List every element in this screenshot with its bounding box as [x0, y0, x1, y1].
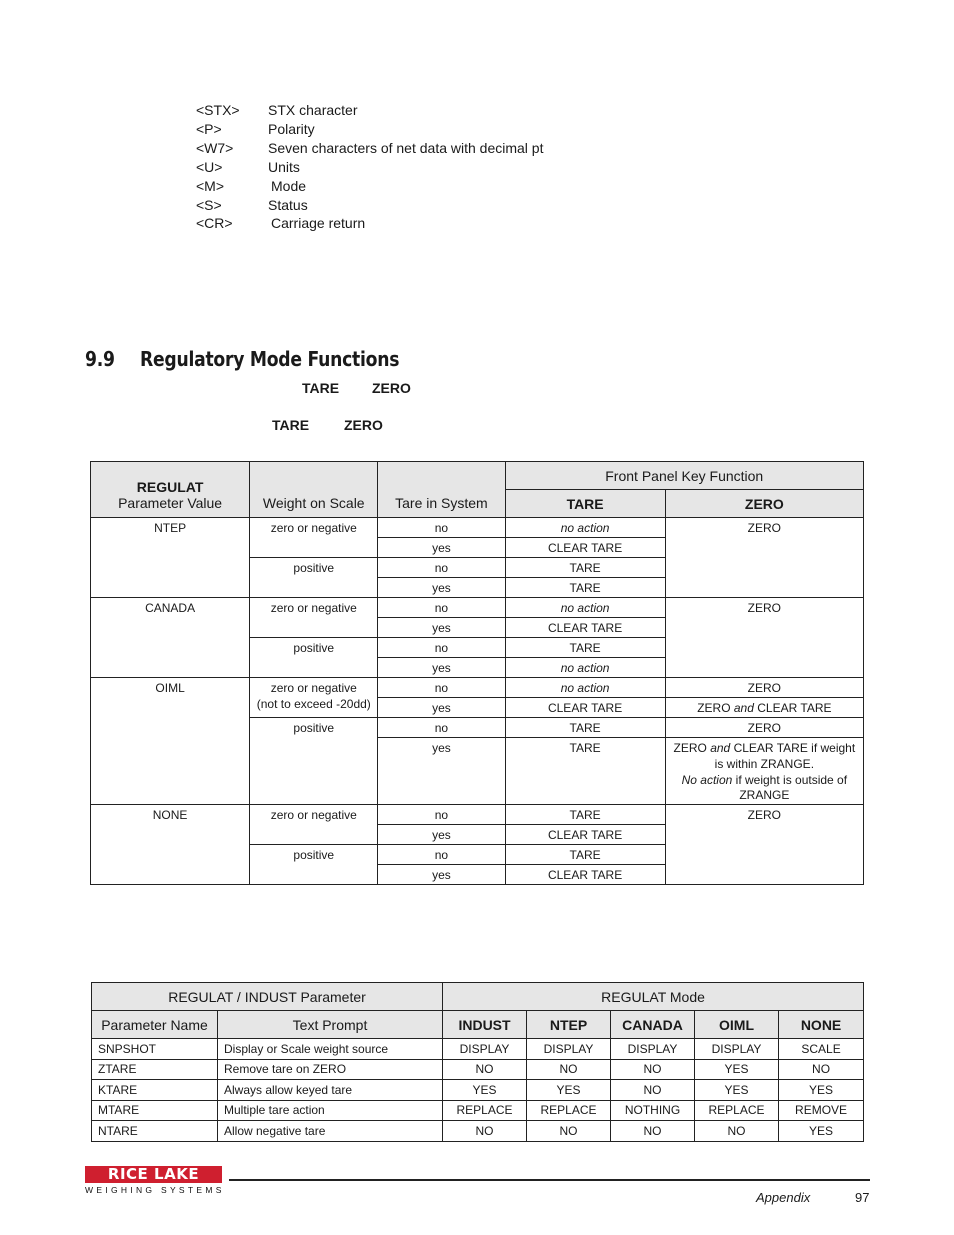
- definition-row: <CR> Carriage return: [196, 215, 366, 232]
- footer-section-name: Appendix: [756, 1190, 811, 1205]
- rice-lake-logo: RICE LAKE WEIGHING SYSTEMS: [85, 1165, 225, 1195]
- zero-keyword: ZERO: [372, 380, 411, 396]
- definition-row: <P> Polarity: [196, 120, 315, 137]
- definition-row: <S> Status: [196, 196, 308, 213]
- table-row: yes CLEAR TARE: [91, 865, 864, 885]
- header-parameter-name: Parameter Name: [92, 1011, 218, 1039]
- table-row: NONE zero or negative no TARE ZERO: [91, 805, 864, 825]
- table-row: positive no TARE: [91, 845, 864, 865]
- definition-row: <STX> STX character: [196, 102, 358, 118]
- table-row: ZTARE Remove tare on ZERO NO NO NO YES NO: [92, 1059, 864, 1080]
- table-row: yes CLEAR TARE: [91, 618, 864, 638]
- header-regulat-parameter-value: REGULAT Parameter Value: [91, 462, 250, 518]
- table-row: KTARE Always allow keyed tare YES YES NO YES YES: [92, 1080, 864, 1101]
- header-front-panel-key-function: Front Panel Key Function: [505, 462, 864, 490]
- table-row: MTARE Multiple tare action REPLACE REPLACE NOTHING REPLACE REMOVE: [92, 1100, 864, 1121]
- header-weight-on-scale: Weight on Scale: [250, 462, 378, 518]
- tare-keyword: TARE: [272, 417, 310, 433]
- field-definitions: [196, 101, 543, 233]
- header-regulat-mode: REGULAT Mode: [443, 983, 864, 1011]
- definition-row: <W7> Seven characters of net data with decimal pt: [196, 139, 544, 156]
- tare-keyword: TARE: [302, 380, 340, 396]
- header-ntep: NTEP: [527, 1011, 611, 1039]
- table-row: SNPSHOT Display or Scale weight source DISPLAY DISPLAY DISPLAY DISPLAY SCALE: [92, 1039, 864, 1060]
- header-indust: INDUST: [443, 1011, 527, 1039]
- section-title: Regulatory Mode Functions: [140, 347, 400, 371]
- header-regulat-indust-parameter: REGULAT / INDUST Parameter: [92, 983, 443, 1011]
- header-oiml: OIML: [695, 1011, 779, 1039]
- table-row: positive no TARE ZERO: [91, 718, 864, 738]
- definition-row: <M> Mode: [196, 177, 307, 194]
- definition-row: <U> Units: [196, 158, 300, 175]
- table-row: yes CLEAR TARE: [91, 538, 864, 558]
- table-row: yes no action: [91, 658, 864, 678]
- header-canada: CANADA: [611, 1011, 695, 1039]
- table-row: yes CLEAR TARE: [91, 825, 864, 845]
- header-tare: TARE: [505, 490, 665, 518]
- table-row: positive no TARE: [91, 558, 864, 578]
- table-row: NTEP zero or negative no no action ZERO: [91, 518, 864, 538]
- zero-keyword: ZERO: [344, 417, 383, 433]
- table-row: yes TARE ZERO and CLEAR TARE if weight is within ZRANGE. No action if weight is outside of ZRANGE: [91, 738, 864, 805]
- header-none: NONE: [779, 1011, 864, 1039]
- header-zero: ZERO: [665, 490, 863, 518]
- section-number: 9.9: [85, 347, 115, 371]
- table-row: yes TARE: [91, 578, 864, 598]
- table-row: CANADA zero or negative no no action ZERO: [91, 598, 864, 618]
- table-row: NTARE Allow negative tare NO NO NO NO YES: [92, 1121, 864, 1142]
- section-heading: [85, 347, 399, 371]
- table-row: positive no TARE: [91, 638, 864, 658]
- header-tare-in-system: Tare in System: [378, 462, 505, 518]
- table-row: OIML zero or negative (not to exceed -20dd) no no action ZERO: [91, 678, 864, 698]
- regulat-indust-parameters-table: [91, 982, 864, 1142]
- page-number: 97: [855, 1190, 870, 1205]
- header-text-prompt: Text Prompt: [218, 1011, 443, 1039]
- table-row: yes CLEAR TARE ZERO and CLEAR TARE: [91, 698, 864, 718]
- regulatory-mode-functions-table: [90, 461, 864, 885]
- footer-divider: [229, 1179, 870, 1181]
